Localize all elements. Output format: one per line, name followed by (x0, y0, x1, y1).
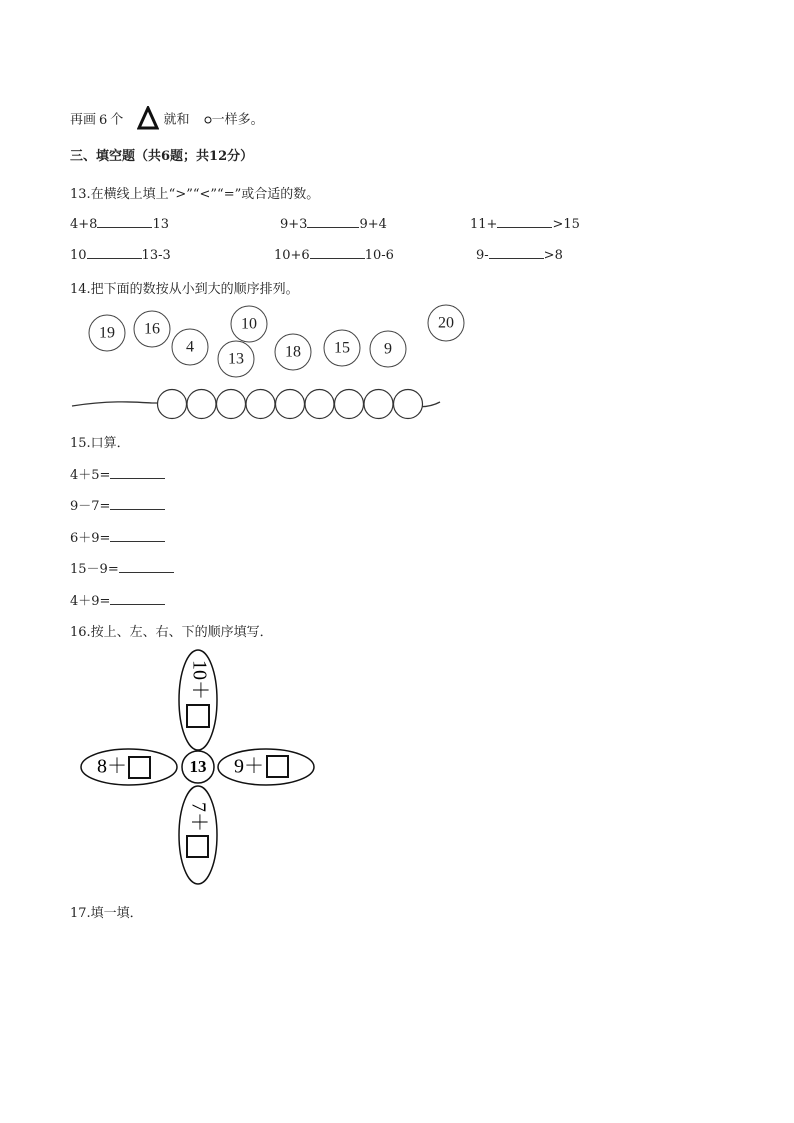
number-label: 4 (186, 338, 194, 356)
number-label: 13 (228, 350, 244, 368)
top-answer-box[interactable] (187, 705, 209, 727)
number-label: 15 (334, 339, 350, 357)
q13-item: 10+6 10-6 (274, 248, 394, 263)
left-answer-box[interactable] (129, 757, 150, 778)
top-expression: 10＋ (188, 660, 211, 700)
q13-item: 11+ >15 (470, 217, 580, 232)
center-number: 13 (189, 756, 207, 776)
number-label: 9 (384, 340, 392, 358)
q15-item: 9－7= (70, 495, 165, 514)
intro-text-2: 个 (110, 112, 124, 128)
q13-item: 9- >8 (476, 248, 563, 263)
q15-item: 15－9= (70, 558, 174, 577)
intro-count: 6 (99, 112, 108, 128)
number-label: 20 (438, 314, 454, 332)
q15-item: 6＋9= (70, 527, 165, 546)
q17-prompt: 17.填一填． (70, 906, 143, 921)
bottom-expression: 7＋ (187, 802, 210, 832)
number-label: 16 (144, 320, 160, 338)
number-label: 18 (285, 343, 301, 361)
q16-prompt: 16.按上、左、右、下的顺序填写． (70, 625, 273, 640)
intro-text-1: 再画 (70, 112, 97, 128)
number-label: 10 (241, 315, 257, 333)
q15-item: 4＋9= (70, 590, 165, 609)
intro-text-3: 就和 (163, 112, 190, 128)
q13-item: 9+3 9+4 (280, 217, 387, 232)
bottom-answer-box[interactable] (187, 836, 208, 857)
q15-item: 4＋5= (70, 464, 165, 483)
intro-text-4: 一样多。 (211, 112, 264, 128)
q15-prompt: 15.口算． (70, 436, 130, 451)
right-answer-box[interactable] (267, 756, 288, 777)
left-expression: 8＋ (97, 755, 127, 778)
section-heading: 三、填空题（共6题；共12分） (70, 149, 254, 164)
q14-prompt: 14.把下面的数按从小到大的顺序排列。 (70, 282, 299, 297)
number-label: 19 (99, 324, 115, 342)
q13-item: 10 13-3 (70, 248, 171, 263)
q13-item: 4+8 13 (70, 217, 169, 232)
q13-prompt: 13.在横线上填上“>”“<”“=”或合适的数。 (70, 187, 320, 202)
right-expression: 9＋ (234, 755, 264, 778)
